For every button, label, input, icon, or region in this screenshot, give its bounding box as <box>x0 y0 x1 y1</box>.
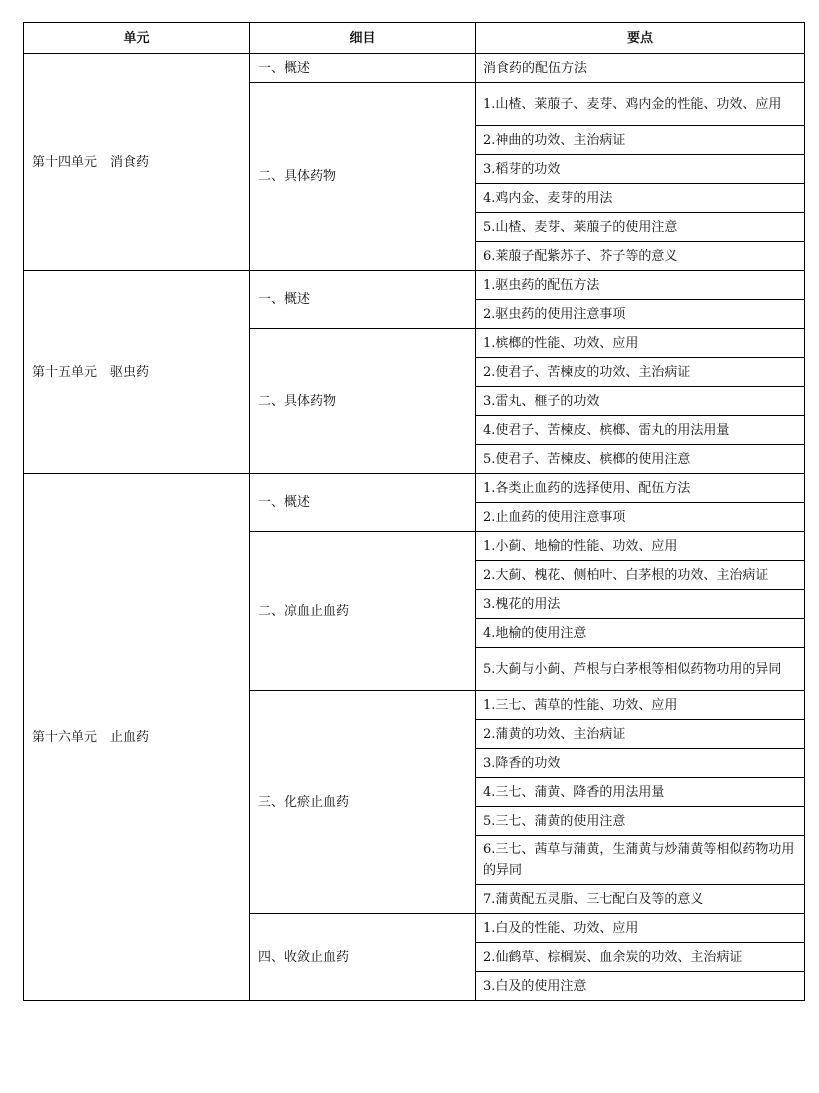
point-cell: 3.雷丸、榧子的功效 <box>476 387 805 416</box>
item-cell: 一、概述 <box>250 474 476 532</box>
point-cell: 1.槟榔的性能、功效、应用 <box>476 329 805 358</box>
point-cell: 3.槐花的用法 <box>476 590 805 619</box>
point-cell: 2.使君子、苦楝皮的功效、主治病证 <box>476 358 805 387</box>
point-cell: 3.白及的使用注意 <box>476 972 805 1001</box>
point-cell: 5.使君子、苦楝皮、槟榔的使用注意 <box>476 445 805 474</box>
point-cell: 7.蒲黄配五灵脂、三七配白及等的意义 <box>476 885 805 914</box>
item-cell: 二、具体药物 <box>250 83 476 271</box>
table-header-row <box>24 23 805 54</box>
point-cell: 消食药的配伍方法 <box>476 54 805 83</box>
point-cell: 2.驱虫药的使用注意事项 <box>476 300 805 329</box>
item-cell: 三、化瘀止血药 <box>250 691 476 914</box>
item-cell: 二、具体药物 <box>250 329 476 474</box>
unit-cell: 第十四单元 消食药 <box>24 54 250 271</box>
point-cell: 1.驱虫药的配伍方法 <box>476 271 805 300</box>
item-cell: 一、概述 <box>250 271 476 329</box>
table-row <box>24 54 805 83</box>
point-cell: 5.三七、蒲黄的使用注意 <box>476 807 805 836</box>
point-cell: 5.山楂、麦芽、莱菔子的使用注意 <box>476 213 805 242</box>
point-cell: 6.莱菔子配紫苏子、芥子等的意义 <box>476 242 805 271</box>
point-cell: 4.地榆的使用注意 <box>476 619 805 648</box>
point-cell: 1.三七、茜草的性能、功效、应用 <box>476 691 805 720</box>
syllabus-table <box>23 22 805 1001</box>
header-point: 要点 <box>476 23 805 54</box>
point-cell: 3.降香的功效 <box>476 749 805 778</box>
item-cell: 二、凉血止血药 <box>250 532 476 691</box>
point-cell: 2.大蓟、槐花、侧柏叶、白茅根的功效、主治病证 <box>476 561 805 590</box>
point-cell: 2.蒲黄的功效、主治病证 <box>476 720 805 749</box>
table-row <box>24 474 805 503</box>
item-cell: 四、收敛止血药 <box>250 914 476 1001</box>
header-item: 细目 <box>250 23 476 54</box>
point-cell: 4.三七、蒲黄、降香的用法用量 <box>476 778 805 807</box>
unit-cell: 第十六单元 止血药 <box>24 474 250 1001</box>
point-cell: 2.神曲的功效、主治病证 <box>476 126 805 155</box>
point-cell: 5.大蓟与小蓟、芦根与白茅根等相似药物功用的异同 <box>476 648 805 691</box>
point-cell: 4.使君子、苦楝皮、槟榔、雷丸的用法用量 <box>476 416 805 445</box>
unit-cell: 第十五单元 驱虫药 <box>24 271 250 474</box>
header-unit: 单元 <box>24 23 250 54</box>
table-row <box>24 271 805 300</box>
point-cell: 4.鸡内金、麦芽的用法 <box>476 184 805 213</box>
point-cell: 3.稻芽的功效 <box>476 155 805 184</box>
point-cell: 1.各类止血药的选择使用、配伍方法 <box>476 474 805 503</box>
point-cell: 1.白及的性能、功效、应用 <box>476 914 805 943</box>
point-cell: 6.三七、茜草与蒲黄，生蒲黄与炒蒲黄等相似药物功用的异同 <box>476 836 805 885</box>
point-cell: 2.仙鹤草、棕榈炭、血余炭的功效、主治病证 <box>476 943 805 972</box>
point-cell: 2.止血药的使用注意事项 <box>476 503 805 532</box>
item-cell: 一、概述 <box>250 54 476 83</box>
point-cell: 1.小蓟、地榆的性能、功效、应用 <box>476 532 805 561</box>
point-cell: 1.山楂、莱菔子、麦芽、鸡内金的性能、功效、应用 <box>476 83 805 126</box>
